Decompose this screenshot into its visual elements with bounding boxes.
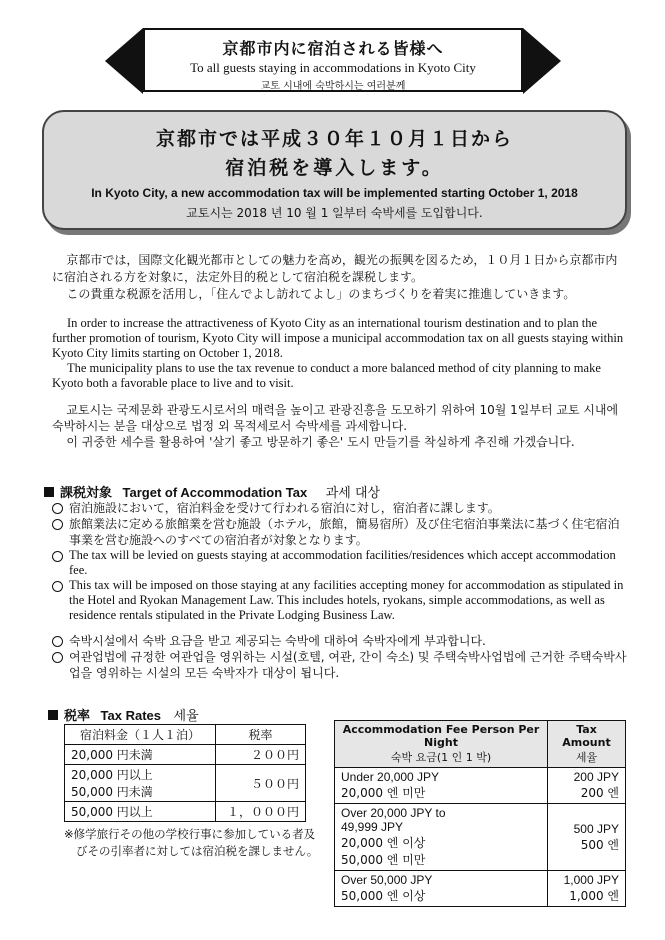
tax-ko: 500 엔 xyxy=(580,837,619,852)
notice-jp-line2: 宿泊税を導入します。 xyxy=(225,157,444,179)
table-header: 税率 xyxy=(216,725,306,745)
table-row xyxy=(65,745,306,765)
table-header xyxy=(335,721,548,768)
table-cell: １，０００円 xyxy=(216,802,306,822)
list-item xyxy=(52,516,627,548)
list-item xyxy=(52,548,627,578)
intro-jp-p1: 京都市では，国際文化観光都市としての魅力を高め，観光の振興を図るため，１０月１日から京都市内に宿泊される方を対象に，法定外目的税として宿泊税を課税します。 xyxy=(52,253,618,284)
header-title-ko: 교토 시내에 숙박하시는 여러분께 xyxy=(260,81,406,92)
notice-box xyxy=(42,110,627,230)
table-cell: ２００円 xyxy=(216,745,306,765)
intro-jp-p2: この貴重な税源を活用し，「住んでよし訪れてよし」のまちづくりを着実に推進していきます。 xyxy=(66,287,576,301)
table-row xyxy=(335,871,626,907)
table-cell xyxy=(548,768,626,804)
header-en: Tax Amount xyxy=(562,723,611,749)
fee-ko: 20,000 엔 이상 xyxy=(341,836,426,850)
table-row xyxy=(65,725,306,745)
target-section-title xyxy=(44,482,380,501)
list-item xyxy=(52,578,627,623)
notice-jp-line1: 京都市では平成３０年１０月１日から xyxy=(155,128,513,150)
table-cell: ５００円 xyxy=(216,765,306,802)
table-row xyxy=(335,721,626,768)
circle-bullet-icon xyxy=(52,519,63,530)
list-item xyxy=(52,500,627,516)
table-row xyxy=(335,768,626,804)
intro-ko-p1: 교토시는 국제문화 관광도시로서의 매력을 높이고 관광진흥을 도모하기 위하여 10월 1일부터 교토 시내에 숙박하시는 분을 대상으로 법정 외 목적세로서 숙박세를 과세합니다. xyxy=(52,403,619,433)
table-cell xyxy=(548,871,626,907)
table-cell xyxy=(548,804,626,871)
target-item-text: This tax will be imposed on those staying at any facilities accepting money for accommodation as stipulated in the Hotel and Ryokan Management Law. This includes hotels, ryokans, simple accommodations, as well as residence rentals stipulated in the Private Lodging Business Law. xyxy=(69,578,624,622)
intro-jp xyxy=(52,252,627,303)
target-list xyxy=(52,500,627,681)
header-title-jp: 京都市内に宿泊される皆様へ xyxy=(222,39,444,58)
target-item-text: 숙박시설에서 숙박 요금을 받고 제공되는 숙박에 대하여 숙박자에게 부과합니다. xyxy=(69,634,486,648)
table-cell xyxy=(335,871,548,907)
table-cell: 20,000 円未満 xyxy=(65,745,216,765)
intro-ko xyxy=(52,402,627,450)
circle-bullet-icon xyxy=(52,652,63,663)
list-item xyxy=(52,633,627,649)
intro-en-p1: In order to increase the attractiveness of Kyoto City as an international tourism destination and to plan the further promotion of tourism, Kyoto City will impose a municipal accommodation tax on all guests staying within Kyoto City limits starting on October 1, 2018. xyxy=(52,316,624,360)
fee-en: Over 50,000 JPY xyxy=(341,873,433,887)
notice-en: In Kyoto City, a new accommodation tax will be implemented starting October 1, 2018 xyxy=(91,186,578,200)
rates-title-en: Tax Rates xyxy=(100,708,162,723)
fee-en: Under 20,000 JPY xyxy=(341,770,440,784)
intro-ko-p2: 이 귀중한 세수를 활용하여 '살기 좋고 방문하기 좋은' 도시 만들기를 착실하게 추진해 가겠습니다. xyxy=(66,435,575,449)
target-title-ko: 과세 대상 xyxy=(325,486,381,501)
header-ko: 숙박 요금(1 인 1 박) xyxy=(390,751,492,764)
fee-en: Over 20,000 JPY to xyxy=(341,806,446,820)
banner-left-ribbon xyxy=(105,28,143,94)
table-row xyxy=(65,765,306,802)
banner-right-ribbon xyxy=(523,28,561,94)
circle-bullet-icon xyxy=(52,503,63,514)
fee-en: 49,999 JPY xyxy=(341,820,404,834)
circle-bullet-icon xyxy=(52,581,63,592)
tax-ko: 1,000 엔 xyxy=(569,889,619,903)
table-header: 宿泊料金（１人１泊） xyxy=(65,725,216,745)
intro-en-p2: The municipality plans to use the tax revenue to conduct a more balanced method of city planning to make Kyoto both a favorable place to live and to visit. xyxy=(52,361,601,390)
target-item-text: 旅館業法に定める旅館業を営む施設（ホテル，旅館，簡易宿所）及び住宅宿泊事業法に基づく住宅宿泊事業を営む施設へのすべての宿泊者が対象となります。 xyxy=(69,517,620,547)
header-banner xyxy=(143,28,523,92)
target-title-en: Target of Accommodation Tax xyxy=(122,485,308,500)
header-title-en: To all guests staying in accommodations in Kyoto City xyxy=(190,60,476,75)
table-cell xyxy=(335,768,548,804)
list-item xyxy=(52,649,627,681)
table-row xyxy=(335,804,626,871)
target-item-text: 宿泊施設において，宿泊料金を受けて行われる宿泊に対し，宿泊者に課します。 xyxy=(69,501,500,515)
rates-title-ko: 세율 xyxy=(173,709,199,724)
target-title-jp: 課税対象 xyxy=(60,486,113,501)
header-en: Accommodation Fee Person Per Night xyxy=(342,723,540,749)
target-item-text: The tax will be levied on guests staying at accommodation facilities/residences which accept accommodation fee. xyxy=(69,548,616,577)
fee-ko: 50,000 엔 미만 xyxy=(341,853,426,867)
square-bullet-icon xyxy=(44,487,54,497)
tax-en: 1,000 JPY xyxy=(563,873,619,887)
header-ko: 세율 xyxy=(575,751,598,764)
table-cell xyxy=(335,804,548,871)
fee-ko: 50,000 엔 이상 xyxy=(341,889,426,903)
circle-bullet-icon xyxy=(52,636,63,647)
table-cell xyxy=(65,765,216,802)
rates-section-title xyxy=(48,705,199,724)
rates-title-jp: 税率 xyxy=(64,709,91,724)
tax-en: 200 JPY xyxy=(573,770,619,784)
rate-table-jp xyxy=(64,724,306,822)
circle-bullet-icon xyxy=(52,551,63,562)
fee-ko: 20,000 엔 미만 xyxy=(341,786,426,800)
table-row xyxy=(65,802,306,822)
tax-ko: 200 엔 xyxy=(580,786,619,800)
target-item-text: 여관업법에 규정한 여관업을 영위하는 시설(호텔, 여관, 간이 숙소) 및 주택숙박사업법에 근거한 주택숙박사업을 영위하는 시설의 모든 숙박자가 대상이 됩니다. xyxy=(69,650,627,680)
notice-ko: 교토시는 2018 년 10 월 1 일부터 숙박세를 도입합니다. xyxy=(186,206,483,220)
rates-note: ※修学旅行その他の学校行事に参加している者及びその引率者に対しては宿泊税を課しません。 xyxy=(64,827,319,858)
table-header xyxy=(548,721,626,768)
square-bullet-icon xyxy=(48,710,58,720)
fee-table-en-ko xyxy=(334,720,626,907)
rate-fee-line: 20,000 円以上 xyxy=(71,768,153,782)
tax-en: 500 JPY xyxy=(573,821,619,836)
table-cell: 50,000 円以上 xyxy=(65,802,216,822)
intro-en xyxy=(52,316,627,391)
rate-fee-line: 50,000 円未満 xyxy=(71,785,153,799)
